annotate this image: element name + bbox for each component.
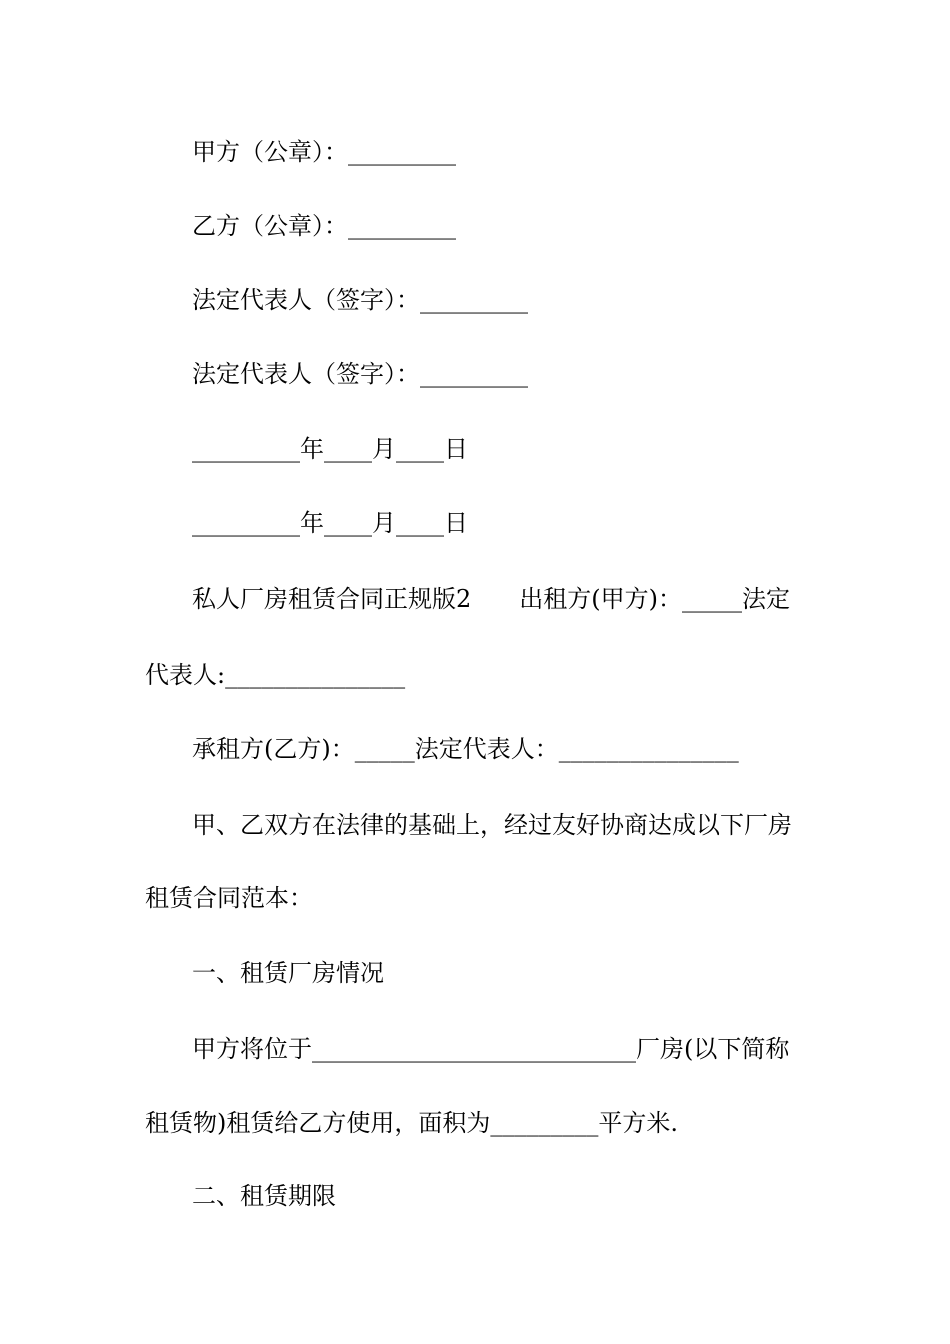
legal-rep-signature-line-1: 法定代表人（签字）：_________ [192,286,528,314]
legal-rep-signature-line-2: 法定代表人（签字）：_________ [192,360,528,388]
section-1-paragraph-line-1: 甲方将位于___________________________厂房(以下简称 [192,1035,790,1063]
lessee-line: 承租方(乙方)：_____法定代表人：_______________ [192,735,739,763]
section-heading-1: 一、租赁厂房情况 [192,959,384,987]
lessor-rep-line: 代表人:_______________ [145,661,406,689]
party-b-seal-line: 乙方（公章）：_________ [192,212,456,240]
date-line-2: _________年____月____日 [192,509,468,537]
date-line-1: _________年____月____日 [192,435,468,463]
section-1-paragraph-line-2: 租赁物)租赁给乙方使用，面积为_________平方米. [145,1109,678,1137]
party-a-seal-line: 甲方（公章）：_________ [192,138,456,166]
intro-paragraph-line-2: 租赁合同范本： [145,884,313,912]
contract-title-line: 私人厂房租赁合同正规版2 出租方(甲方)：_____法定 [192,585,790,613]
section-heading-2: 二、租赁期限 [192,1182,336,1210]
intro-paragraph-line-1: 甲、乙双方在法律的基础上，经过友好协商达成以下厂房 [192,811,792,839]
